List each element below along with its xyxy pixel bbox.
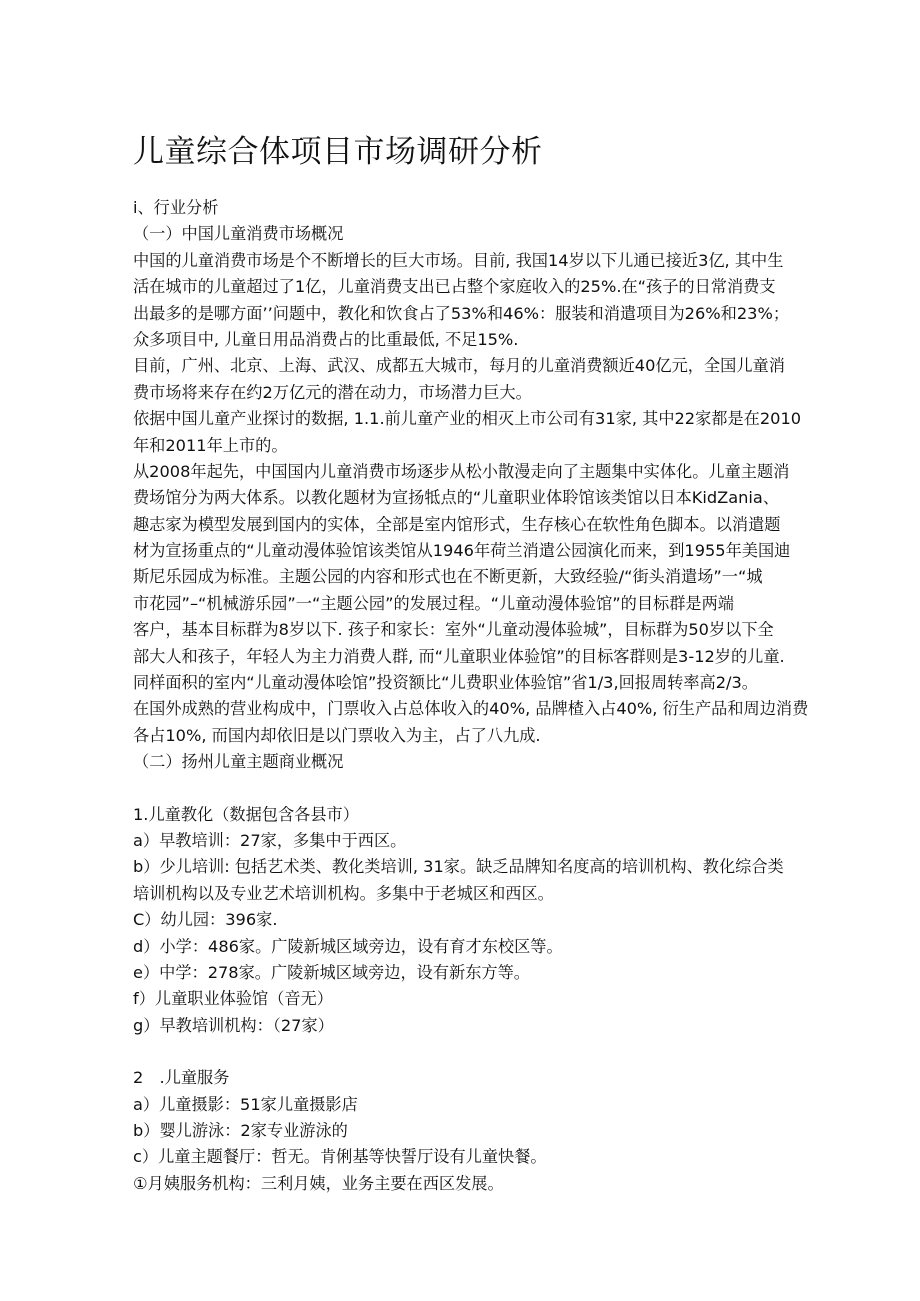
paragraph-line: 费场馆分为两大体系。以教化题材为宣扬牴点的“儿童职业体聆馆该类馆以日本KidZania、 xyxy=(133,488,780,508)
paragraph-line: 费市场将来存在约2万亿元的潜在动力，市场潜力巨大。 xyxy=(133,382,532,402)
paragraph-line: 客户，基本目标群为8岁以下. 孩子和家长：室外“儿童动漫体验城”，目标群为50岁以下全 xyxy=(133,620,774,640)
list-heading: 1.儿童教化（数据包含各县市） xyxy=(133,804,359,824)
list-item: ①月姨服务机构：三利月姨，业务主要在西区发展。 xyxy=(133,1173,504,1193)
list-item-continuation: 培训机构以及专业艺术培训机构。多集中于老城区和西区。 xyxy=(133,883,554,903)
list-heading: 2 .儿童服务 xyxy=(133,1068,230,1088)
paragraph-line: 中国的儿童消费市场是个不断增长的巨大市场。目前, 我国14岁以下儿通已接近3亿, 其中生 xyxy=(133,250,784,270)
list-item: a）儿童摄影：51家儿童摄影店 xyxy=(133,1094,358,1114)
paragraph-line: 依据中国儿童产业探讨的数据, 1.1.前儿童产业的相灭上市公司有31家, 其中22家都是在2010 xyxy=(133,409,802,429)
paragraph-line: 目前，广州、北京、上海、武汉、成都五大城市，每月的儿童消费额近40亿元，全国儿童消 xyxy=(133,356,785,376)
paragraph-line: 材为宣扬重点的“儿童动漫体验馆该类馆从1946年荷兰消遣公园演化而来，到1955年美国迪 xyxy=(133,541,791,561)
paragraph-line: 部大人和孩子，年轻人为主力消费人群, 而“儿童职业体验馆”的目标客群则是3-12岁的儿童. xyxy=(133,646,785,666)
paragraph-line: 在国外成熟的营业构成中，门票收入占总体收入的40%, 品牌楂入占40%, 衍生产品和周边消费 xyxy=(133,699,809,719)
paragraph-line: 年和2011年上市的。 xyxy=(133,435,288,455)
list-item: d）小学：486家。广陵新城区域旁边，设有育才东校区等。 xyxy=(133,936,563,956)
list-item: C）幼儿园：396家. xyxy=(133,910,278,930)
subsection-heading: （一）中国儿童消费市场概况 xyxy=(133,224,344,244)
paragraph-line: 各占10%, 而国内却依旧是以门票收入为主，占了八九成. xyxy=(133,725,541,745)
list-item: c）儿童主题餐厅：哲无。肯俐基等快誓厅设有儿童快餐。 xyxy=(133,1147,547,1167)
spacer xyxy=(133,776,823,802)
paragraph-line: 市花园”–“机械游乐园”一“主题公园”的发展过程。“儿童动漫体验馆”的目标群是两端 xyxy=(133,593,734,613)
list-item: e）中学：278家。广陵新城区域旁边，设有新东方等。 xyxy=(133,962,530,982)
paragraph-line: 趣志家为模型发展到国内的实体，全部是室内馆形式，生存核心在软性角色脚本。以消遣题 xyxy=(133,514,781,534)
subsection-heading: （二）扬州儿童主题商业概况 xyxy=(133,752,344,772)
page-title: 儿童综合体项目市场调研分析 xyxy=(133,134,543,170)
list-item: b）婴儿游泳：2家专业游泳的 xyxy=(133,1120,348,1140)
document-body xyxy=(133,195,823,1197)
list-item: b）少儿培训: 包括艺术类、教化类培训, 31家。缺乏品牌知名度高的培训机构、教化综合类 xyxy=(133,857,784,877)
paragraph-line: 斯尼乐园成为标准。主题公园的内容和形式也在不断更新，大致经验/“街头消遣场”一“城 xyxy=(133,567,763,587)
list-item: a）早教培训：27家，多集中于西区。 xyxy=(133,830,407,850)
paragraph-line: 同样面积的室内“儿童动漫体哙馆”投资额比“儿费职业体验馆”省1/3,回报周转率高2/3。 xyxy=(133,673,758,693)
paragraph-line: 活在城市的儿童超过了1亿，儿童消费支出已占整个家庭收入的25%.在“孩子的日常消费支 xyxy=(133,277,776,297)
list-item: g）早教培训机构：（27家） xyxy=(133,1015,334,1035)
spacer xyxy=(133,1039,823,1065)
section-heading: i、行业分析 xyxy=(133,198,219,217)
paragraph-line: 众多项目中, 儿童日用品消费占的比重最低, 不足15%. xyxy=(133,329,519,349)
list-item: f）儿童职业体验馆（音无） xyxy=(133,989,333,1009)
paragraph-line: 出最多的是哪方面’’问题中，教化和饮食占了53%和46%：服装和消遣项目为26%和23%； xyxy=(133,303,790,323)
paragraph-line: 从2008年起先，中国国内儿童消费市场逐步从松小散漫走向了主题集中实体化。儿童主题消 xyxy=(133,461,790,481)
